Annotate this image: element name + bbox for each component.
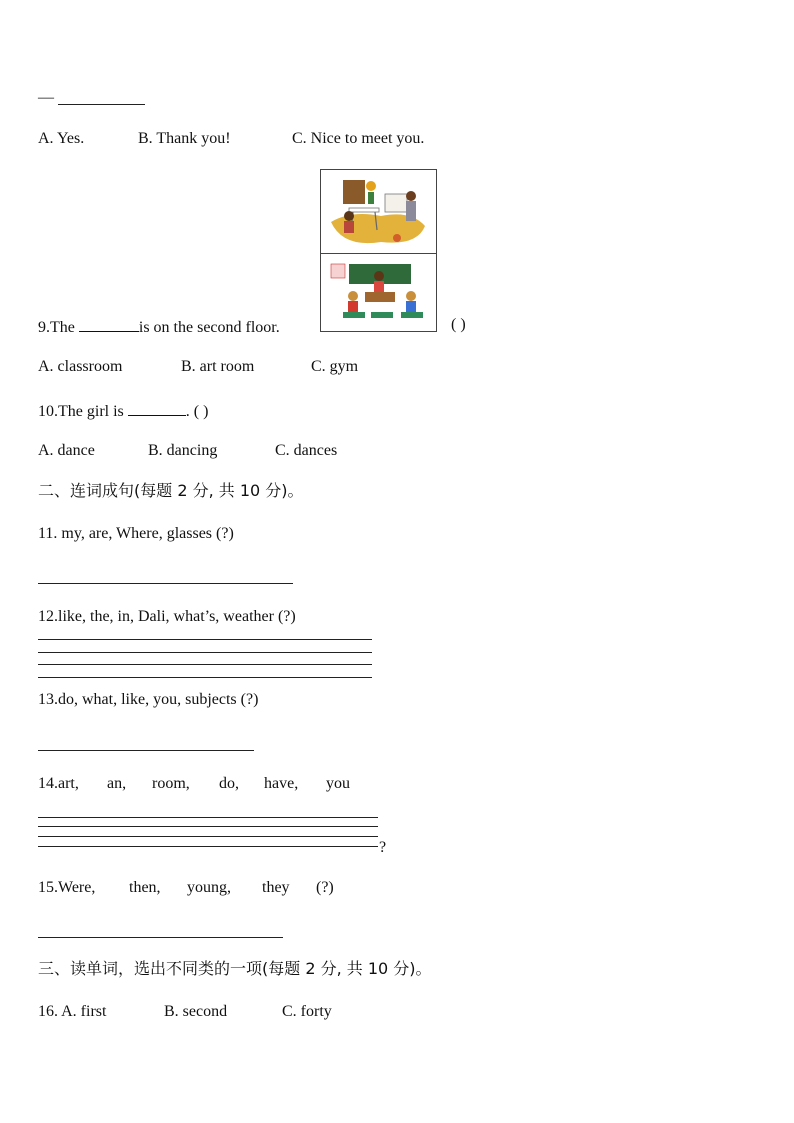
question-15-word-2: then,	[129, 879, 161, 896]
q8-option-c[interactable]: C. Nice to meet you.	[292, 130, 425, 147]
answer-line-q14-4[interactable]	[38, 846, 378, 847]
classroom-illustration	[321, 254, 436, 331]
art-room-image	[320, 169, 437, 255]
section-3-title: 三、读单词，选出不同类的一项(每题 2 分, 共 10 分)。	[38, 959, 432, 978]
answer-line-q11[interactable]	[38, 583, 293, 584]
answer-line-q15[interactable]	[38, 937, 283, 938]
answer-blank-q9[interactable]	[79, 317, 139, 332]
answer-line-q12-3[interactable]	[38, 664, 372, 665]
question-13: 13.do, what, like, you, subjects (?)	[38, 691, 259, 708]
q10-option-a[interactable]: A. dance	[38, 442, 95, 459]
q16-option-a[interactable]: 16. A. first	[38, 1003, 107, 1020]
answer-line-q13[interactable]	[38, 750, 254, 751]
question-11: 11. my, are, Where, glasses (?)	[38, 525, 234, 542]
answer-line-q12-1[interactable]	[38, 639, 372, 640]
question-10: 10.The girl is . ( )	[38, 403, 209, 420]
q9-option-a[interactable]: A. classroom	[38, 358, 123, 375]
q10-option-c[interactable]: C. dances	[275, 442, 338, 459]
question-15-word-3: young,	[187, 879, 231, 896]
question-14-word-1: 14.art,	[38, 775, 79, 792]
answer-line-q14-3[interactable]	[38, 836, 378, 837]
art-room-illustration	[321, 170, 436, 254]
question-9: 9.The is on the second floor.	[38, 319, 280, 336]
q8-option-b[interactable]: B. Thank you!	[138, 130, 231, 147]
answer-paren-q9[interactable]: ( )	[451, 316, 466, 333]
classroom-image	[320, 253, 437, 332]
answer-line-q8[interactable]	[58, 104, 145, 105]
dialogue-dash: —	[38, 89, 54, 106]
q9-option-b[interactable]: B. art room	[181, 358, 255, 375]
question-14-word-2: an,	[107, 775, 127, 792]
question-15-word-5: (?)	[316, 879, 334, 896]
q16-option-b[interactable]: B. second	[164, 1003, 228, 1020]
q10-option-b[interactable]: B. dancing	[148, 442, 218, 459]
question-14-word-6: you	[326, 775, 350, 792]
q9-option-c[interactable]: C. gym	[311, 358, 359, 375]
question-15-word-1: 15.Were,	[38, 879, 96, 896]
answer-line-q14-2[interactable]	[38, 826, 378, 827]
question-14-word-3: room,	[152, 775, 190, 792]
question-14-mark: ?	[379, 839, 387, 856]
answer-line-q12-4[interactable]	[38, 677, 372, 678]
q16-option-c[interactable]: C. forty	[282, 1003, 332, 1020]
answer-line-q14-1[interactable]	[38, 817, 378, 818]
answer-line-q12-2[interactable]	[38, 652, 372, 653]
question-14-word-4: do,	[219, 775, 239, 792]
q8-option-a[interactable]: A. Yes.	[38, 130, 85, 147]
question-15-word-4: they	[262, 879, 290, 896]
answer-blank-q10[interactable]	[128, 401, 186, 416]
question-14-word-5: have,	[264, 775, 299, 792]
question-12: 12.like, the, in, Dali, what’s, weather (?)	[38, 608, 296, 625]
section-2-title: 二、连词成句(每题 2 分, 共 10 分)。	[38, 481, 304, 500]
